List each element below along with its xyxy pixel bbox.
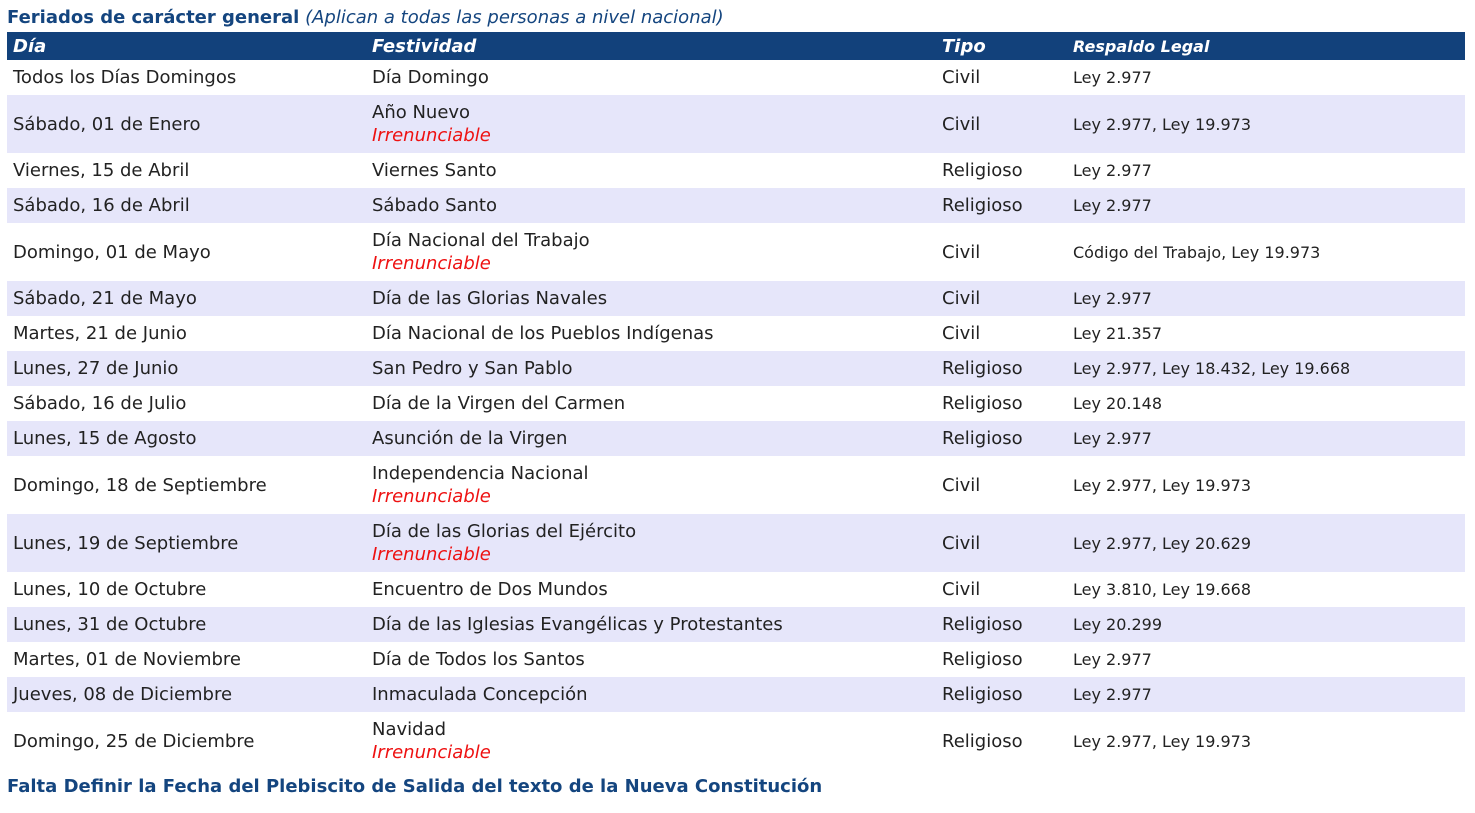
cell-festividad — [366, 316, 936, 351]
cell-tipo: Civil — [942, 532, 981, 554]
cell-festividad — [366, 456, 936, 514]
festividad-name: Día de la Virgen del Carmen — [372, 393, 626, 414]
table-row — [7, 95, 1465, 153]
table-body — [7, 60, 1465, 770]
cell-dia: Viernes, 15 de Abril — [13, 160, 190, 181]
cell-tipo: Civil — [942, 67, 981, 88]
cell-festividad — [366, 712, 936, 770]
cell-dia: Lunes, 15 de Agosto — [13, 428, 197, 449]
cell-festividad — [366, 351, 936, 386]
cell-tipo: Civil — [942, 474, 981, 496]
cell-tipo: Religioso — [942, 393, 1023, 414]
cell-respaldo-legal: Ley 2.977 — [1073, 685, 1152, 704]
festividad-name: Día de las Glorias Navales — [372, 288, 608, 309]
cell-tipo: Civil — [942, 323, 981, 344]
cell-respaldo-legal: Ley 20.148 — [1073, 394, 1163, 413]
festividad-name: Navidad — [372, 719, 447, 740]
cell-dia: Jueves, 08 de Diciembre — [13, 684, 233, 705]
irrenunciable-note: Irrenunciable — [372, 486, 491, 507]
festividad-name: Día de Todos los Santos — [372, 649, 585, 670]
column-header-respaldo-legal: Respaldo Legal — [1073, 36, 1210, 56]
table-row — [7, 456, 1465, 514]
cell-festividad — [366, 514, 936, 572]
table-row — [7, 188, 1465, 223]
section-heading — [7, 4, 1465, 32]
cell-festividad — [366, 153, 936, 188]
table-header-row — [7, 32, 1465, 60]
cell-respaldo-legal: Ley 2.977, Ley 18.432, Ley 19.668 — [1073, 359, 1351, 378]
cell-festividad — [366, 572, 936, 607]
table-row — [7, 281, 1465, 316]
irrenunciable-note: Irrenunciable — [372, 253, 491, 274]
table-row — [7, 386, 1465, 421]
cell-tipo: Religioso — [942, 358, 1023, 379]
irrenunciable-note: Irrenunciable — [372, 125, 491, 146]
festividad-name: San Pedro y San Pablo — [372, 358, 573, 379]
cell-respaldo-legal: Ley 2.977 — [1073, 289, 1152, 308]
cell-festividad — [366, 188, 936, 223]
cell-dia: Todos los Días Domingos — [13, 67, 237, 88]
cell-respaldo-legal: Ley 2.977 — [1073, 161, 1152, 180]
cell-dia: Martes, 01 de Noviembre — [13, 649, 242, 670]
table-row — [7, 153, 1465, 188]
cell-tipo: Civil — [942, 288, 981, 309]
festividad-name: Sábado Santo — [372, 195, 498, 216]
festividad-name: Encuentro de Dos Mundos — [372, 579, 608, 600]
table-row — [7, 316, 1465, 351]
cell-tipo: Religioso — [942, 160, 1023, 181]
table-row — [7, 677, 1465, 712]
cell-dia: Lunes, 10 de Octubre — [13, 579, 207, 600]
section-subtitle: (Aplican a todas las personas a nivel nacional) — [305, 7, 724, 28]
cell-dia: Domingo, 18 de Septiembre — [13, 474, 267, 496]
cell-tipo: Religioso — [942, 428, 1023, 449]
festividad-name: Día Domingo — [372, 67, 489, 88]
table-row — [7, 351, 1465, 386]
cell-festividad — [366, 60, 936, 95]
table-row — [7, 514, 1465, 572]
festividad-name: Día Nacional de los Pueblos Indígenas — [372, 323, 714, 344]
cell-dia: Domingo, 01 de Mayo — [13, 241, 211, 263]
irrenunciable-note: Irrenunciable — [372, 544, 491, 565]
cell-festividad — [366, 95, 936, 153]
cell-dia: Sábado, 16 de Abril — [13, 195, 190, 216]
footer-note: Falta Definir la Fecha del Plebiscito de Salida del texto de la Nueva Constitución — [7, 776, 823, 797]
cell-festividad — [366, 607, 936, 642]
cell-tipo: Religioso — [942, 649, 1023, 670]
table-row — [7, 712, 1465, 770]
cell-tipo: Religioso — [942, 614, 1023, 635]
cell-festividad — [366, 677, 936, 712]
holidays-section — [7, 4, 1465, 803]
cell-respaldo-legal: Ley 2.977 — [1073, 68, 1152, 87]
festividad-name: Día de las Iglesias Evangélicas y Protestantes — [372, 614, 783, 635]
cell-festividad — [366, 386, 936, 421]
cell-dia: Sábado, 21 de Mayo — [13, 288, 197, 309]
cell-respaldo-legal: Código del Trabajo, Ley 19.973 — [1073, 242, 1321, 262]
section-title: Feriados de carácter general — [7, 7, 300, 28]
cell-respaldo-legal: Ley 2.977, Ley 19.973 — [1073, 475, 1252, 495]
column-header-dia: Día — [13, 35, 47, 57]
cell-tipo: Civil — [942, 579, 981, 600]
table-row — [7, 223, 1465, 281]
table-row — [7, 607, 1465, 642]
festividad-name: Independencia Nacional — [372, 463, 589, 484]
cell-respaldo-legal: Ley 2.977, Ley 19.973 — [1073, 731, 1252, 751]
holidays-table — [7, 32, 1465, 770]
cell-dia: Lunes, 31 de Octubre — [13, 614, 207, 635]
cell-dia: Lunes, 27 de Junio — [13, 358, 179, 379]
cell-respaldo-legal: Ley 2.977 — [1073, 650, 1152, 669]
cell-festividad — [366, 421, 936, 456]
table-row — [7, 60, 1465, 95]
festividad-name: Asunción de la Virgen — [372, 428, 568, 449]
cell-respaldo-legal: Ley 20.299 — [1073, 615, 1163, 634]
cell-respaldo-legal: Ley 3.810, Ley 19.668 — [1073, 580, 1252, 599]
festividad-name: Día Nacional del Trabajo — [372, 230, 590, 251]
column-header-festividad: Festividad — [372, 35, 477, 57]
table-row — [7, 421, 1465, 456]
table-row — [7, 642, 1465, 677]
cell-respaldo-legal: Ley 2.977 — [1073, 196, 1152, 215]
cell-respaldo-legal: Ley 2.977, Ley 19.973 — [1073, 114, 1252, 134]
festividad-name: Día de las Glorias del Ejército — [372, 521, 637, 542]
festividad-name: Viernes Santo — [372, 160, 497, 181]
cell-dia: Sábado, 01 de Enero — [13, 113, 201, 135]
cell-tipo: Religioso — [942, 730, 1023, 752]
cell-dia: Sábado, 16 de Julio — [13, 393, 187, 414]
cell-tipo: Religioso — [942, 684, 1023, 705]
cell-respaldo-legal: Ley 2.977, Ley 20.629 — [1073, 533, 1252, 553]
irrenunciable-note: Irrenunciable — [372, 742, 491, 763]
cell-respaldo-legal: Ley 2.977 — [1073, 429, 1152, 448]
cell-respaldo-legal: Ley 21.357 — [1073, 324, 1163, 343]
festividad-name: Inmaculada Concepción — [372, 684, 588, 705]
cell-tipo: Civil — [942, 241, 981, 263]
cell-festividad — [366, 223, 936, 281]
column-header-tipo: Tipo — [942, 35, 986, 57]
cell-tipo: Civil — [942, 113, 981, 135]
cell-dia: Lunes, 19 de Septiembre — [13, 532, 239, 554]
cell-festividad — [366, 642, 936, 677]
cell-dia: Martes, 21 de Junio — [13, 323, 187, 344]
festividad-name: Año Nuevo — [372, 102, 471, 123]
table-row — [7, 572, 1465, 607]
cell-festividad — [366, 281, 936, 316]
cell-tipo: Religioso — [942, 195, 1023, 216]
cell-dia: Domingo, 25 de Diciembre — [13, 730, 255, 752]
